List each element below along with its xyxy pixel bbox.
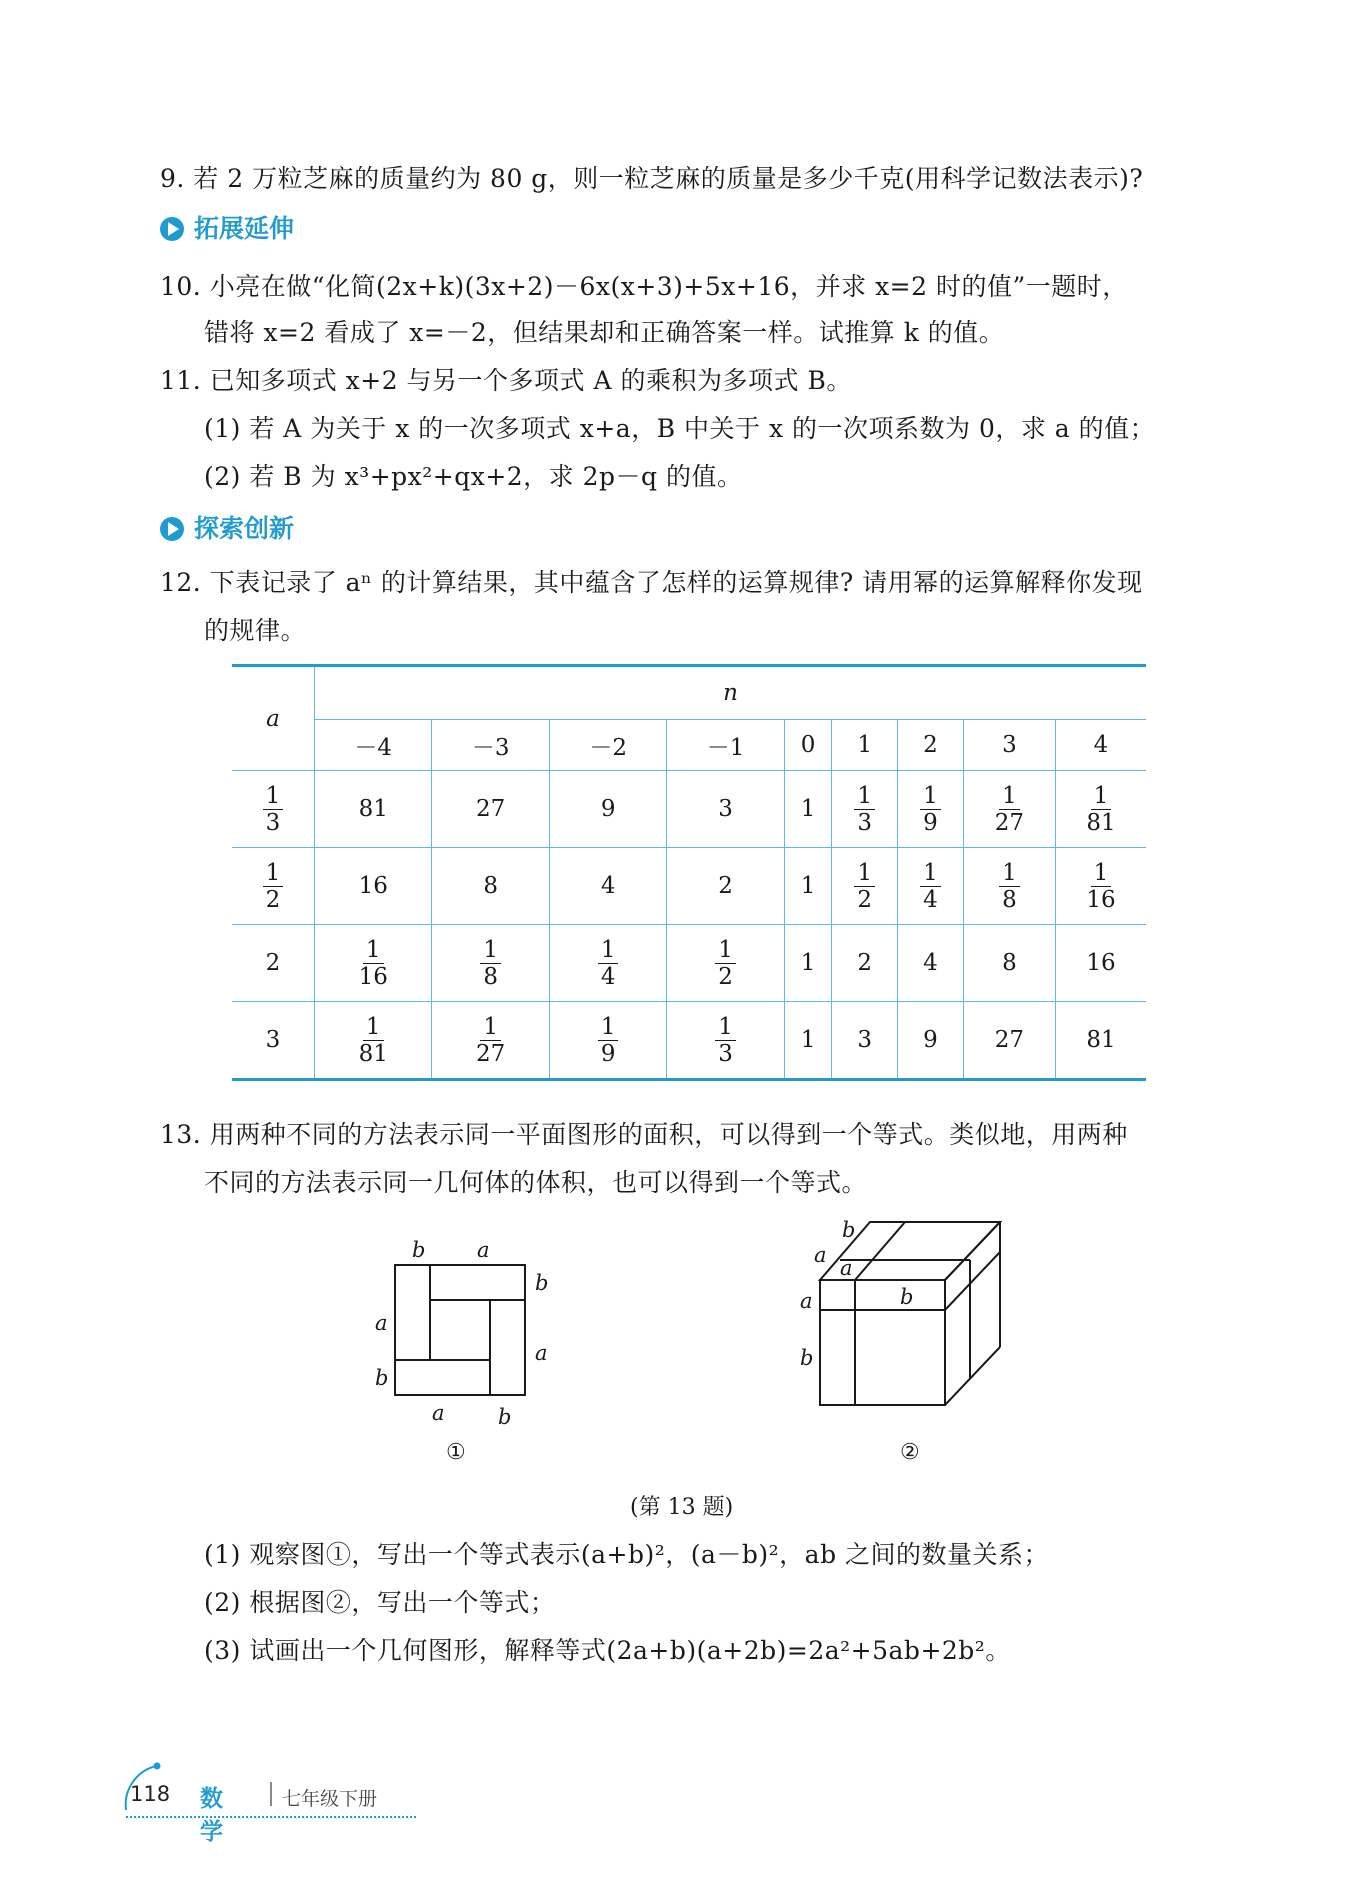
n-value-cell: 0 (784, 720, 832, 771)
section-title: 拓展延伸 (194, 214, 295, 243)
a-value-cell (232, 848, 315, 925)
power-value: 2 (857, 950, 873, 976)
label-a-cube-top: a (814, 1243, 827, 1267)
power-value: 16 (358, 873, 388, 899)
power-value-cell (898, 925, 964, 1002)
power-value: $\frac{1}{16}$ (358, 936, 388, 990)
power-value-cell (549, 848, 666, 925)
power-value: 8 (483, 873, 498, 899)
question-11-part1: (1) 若 A 为关于 x 的一次多项式 x+a，B 中关于 x 的一次项系数为 0，求 a 的值； (204, 414, 1156, 443)
power-value-cell (667, 925, 784, 1002)
power-value: 8 (1002, 950, 1017, 976)
power-value: $\frac{1}{8}$ (999, 860, 1020, 913)
power-value: 1 (800, 796, 816, 822)
label-b-bottom: b (498, 1405, 512, 1429)
power-value: $\frac{1}{27}$ (994, 782, 1025, 836)
power-value-cell (832, 771, 898, 848)
table-row (232, 925, 1146, 1002)
label-b-right: b (535, 1271, 549, 1295)
power-value: 1 (800, 1027, 816, 1053)
page-number: 118 (130, 1782, 171, 1806)
power-value: $\frac{1}{9}$ (920, 783, 941, 836)
question-12-line2: 的规律。 (204, 616, 307, 645)
a-value: $\frac{1}{2}$ (263, 860, 284, 913)
power-value-cell (832, 1002, 898, 1080)
power-value: $\frac{1}{81}$ (1086, 782, 1116, 836)
power-value-cell (549, 771, 666, 848)
n-value-cell: 2 (898, 720, 964, 771)
a-value: $\frac{1}{3}$ (263, 783, 284, 836)
n-value-cell: －4 (315, 720, 432, 771)
power-value: $\frac{1}{2}$ (854, 860, 875, 913)
power-value: 27 (476, 796, 506, 822)
power-value: $\frac{1}{3}$ (715, 1014, 736, 1067)
power-value-cell (963, 771, 1055, 848)
section-heading-innovation (160, 512, 294, 546)
power-table (232, 664, 1146, 1081)
footer-divider (270, 1782, 272, 1806)
power-value: 3 (718, 796, 733, 822)
power-value: 81 (1086, 1027, 1116, 1053)
power-value-cell (432, 771, 549, 848)
power-value-cell (667, 1002, 784, 1080)
section-title: 探索创新 (194, 514, 295, 543)
power-value: 9 (923, 1027, 938, 1053)
power-value-cell (549, 1002, 666, 1080)
label-b-left: b (375, 1366, 389, 1390)
a-value-cell (232, 925, 315, 1002)
power-value-cell (784, 848, 832, 925)
power-value: $\frac{1}{8}$ (480, 937, 501, 990)
power-value: 81 (358, 796, 388, 822)
label-a-cube-inner: a (840, 1256, 853, 1280)
n-value-cell: －3 (432, 720, 549, 771)
power-value: 4 (600, 873, 616, 899)
power-value-cell (1055, 771, 1146, 848)
figure-2-cube-diagram (790, 1210, 1020, 1420)
power-value: 9 (600, 796, 616, 822)
label-b-cube-front: b (900, 1285, 914, 1309)
power-value-cell (963, 1002, 1055, 1080)
power-value-cell (898, 771, 964, 848)
question-11-part2: (2) 若 B 为 x³+px²+qx+2，求 2p－q 的值。 (204, 462, 743, 491)
power-value: 1 (800, 873, 816, 899)
power-value: $\frac{1}{3}$ (854, 783, 875, 836)
col-header-n: n (315, 666, 1147, 720)
question-13-part1: (1) 观察图①，写出一个等式表示(a+b)²，(a－b)²，ab 之间的数量关系； (204, 1540, 1050, 1569)
power-value-cell (784, 1002, 832, 1080)
power-value: $\frac{1}{2}$ (715, 937, 736, 990)
power-value-cell (963, 925, 1055, 1002)
power-value-cell (315, 848, 432, 925)
question-10-line1: 10. 小亮在做“化简(2x+k)(3x+2)－6x(x+3)+5x+16，并求 x=2 时的值”一题时， (160, 272, 1128, 301)
question-13-line2: 不同的方法表示同一几何体的体积，也可以得到一个等式。 (204, 1168, 868, 1197)
power-value: $\frac{1}{27}$ (476, 1013, 506, 1067)
power-value-cell (667, 771, 784, 848)
n-value-cell: －2 (549, 720, 666, 771)
question-9: 9. 若 2 万粒芝麻的质量约为 80 g，则一粒芝麻的质量是多少千克(用科学记数法表示)? (160, 164, 1144, 193)
figure-1-label: ① (446, 1440, 466, 1465)
power-value-cell (898, 1002, 964, 1080)
power-value-cell (1055, 1002, 1146, 1080)
n-value-cell: 4 (1055, 720, 1146, 771)
power-value: $\frac{1}{4}$ (598, 937, 619, 990)
table-row (232, 848, 1146, 925)
power-value-cell (432, 925, 549, 1002)
question-11-line1: 11. 已知多项式 x+2 与另一个多项式 A 的乘积为多项式 B。 (160, 366, 852, 395)
question-13-part2: (2) 根据图②，写出一个等式； (204, 1588, 556, 1617)
power-value: 27 (994, 1027, 1025, 1053)
power-value-cell (315, 771, 432, 848)
power-value-cell (832, 848, 898, 925)
power-value-cell (784, 925, 832, 1002)
power-value-cell (898, 848, 964, 925)
grade-title: 七年级下册 (282, 1788, 378, 1810)
label-b-cube-left: b (800, 1346, 814, 1370)
power-value-cell (315, 1002, 432, 1080)
label-a-right: a (535, 1341, 548, 1365)
power-value-cell (667, 848, 784, 925)
power-value-cell (1055, 848, 1146, 925)
n-value-cell: 1 (832, 720, 898, 771)
figure-2-label: ② (900, 1440, 920, 1465)
subject-title: 数学 (200, 1786, 229, 1845)
figure-1-square-diagram (360, 1230, 590, 1460)
power-value: 3 (857, 1027, 873, 1053)
label-b-top: b (412, 1238, 426, 1262)
power-value: $\frac{1}{4}$ (920, 860, 941, 913)
question-13-part3: (3) 试画出一个几何图形，解释等式(2a+b)(a+2b)=2a²+5ab+2b²。 (204, 1636, 1011, 1665)
question-13-line1: 13. 用两种不同的方法表示同一平面图形的面积，可以得到一个等式。类似地，用两种 (160, 1120, 1128, 1149)
power-value-cell (784, 771, 832, 848)
power-value: 4 (923, 950, 938, 976)
power-value: $\frac{1}{81}$ (358, 1013, 388, 1067)
power-value-cell (315, 925, 432, 1002)
question-12-line1: 12. 下表记录了 aⁿ 的计算结果，其中蕴含了怎样的运算规律? 请用幂的运算解释你发现 (160, 568, 1143, 597)
power-value: 1 (800, 950, 816, 976)
label-a-cube-left: a (800, 1289, 813, 1313)
a-value-cell (232, 771, 315, 848)
play-triangle-icon (160, 217, 184, 241)
power-value: 16 (1086, 950, 1116, 976)
question-10-line2: 错将 x=2 看成了 x=－2，但结果却和正确答案一样。试推算 k 的值。 (204, 318, 1005, 347)
n-value-cell: －1 (667, 720, 784, 771)
a-value: 3 (265, 1027, 281, 1053)
power-value: $\frac{1}{9}$ (598, 1014, 619, 1067)
power-value: 2 (718, 873, 733, 899)
row-header-a: a (232, 666, 315, 771)
figure-caption: (第 13 题) (630, 1495, 734, 1520)
power-value-cell (432, 1002, 549, 1080)
section-heading-extension (160, 212, 294, 246)
table-row (232, 771, 1146, 848)
label-a-bottom: a (432, 1401, 445, 1425)
table-row (232, 1002, 1146, 1080)
label-a-top: a (477, 1238, 490, 1262)
power-value-cell (963, 848, 1055, 925)
power-value-cell (832, 925, 898, 1002)
power-value-cell (549, 925, 666, 1002)
footer-dotted-line (126, 1816, 416, 1818)
power-value-cell (1055, 925, 1146, 1002)
a-value-cell (232, 1002, 315, 1080)
play-triangle-icon (160, 517, 184, 541)
label-a-left: a (375, 1311, 388, 1335)
a-value: 2 (265, 950, 281, 976)
n-value-cell: 3 (963, 720, 1055, 771)
power-value: $\frac{1}{16}$ (1086, 859, 1116, 913)
label-b-cube-top: b (842, 1218, 856, 1242)
power-value-cell (432, 848, 549, 925)
